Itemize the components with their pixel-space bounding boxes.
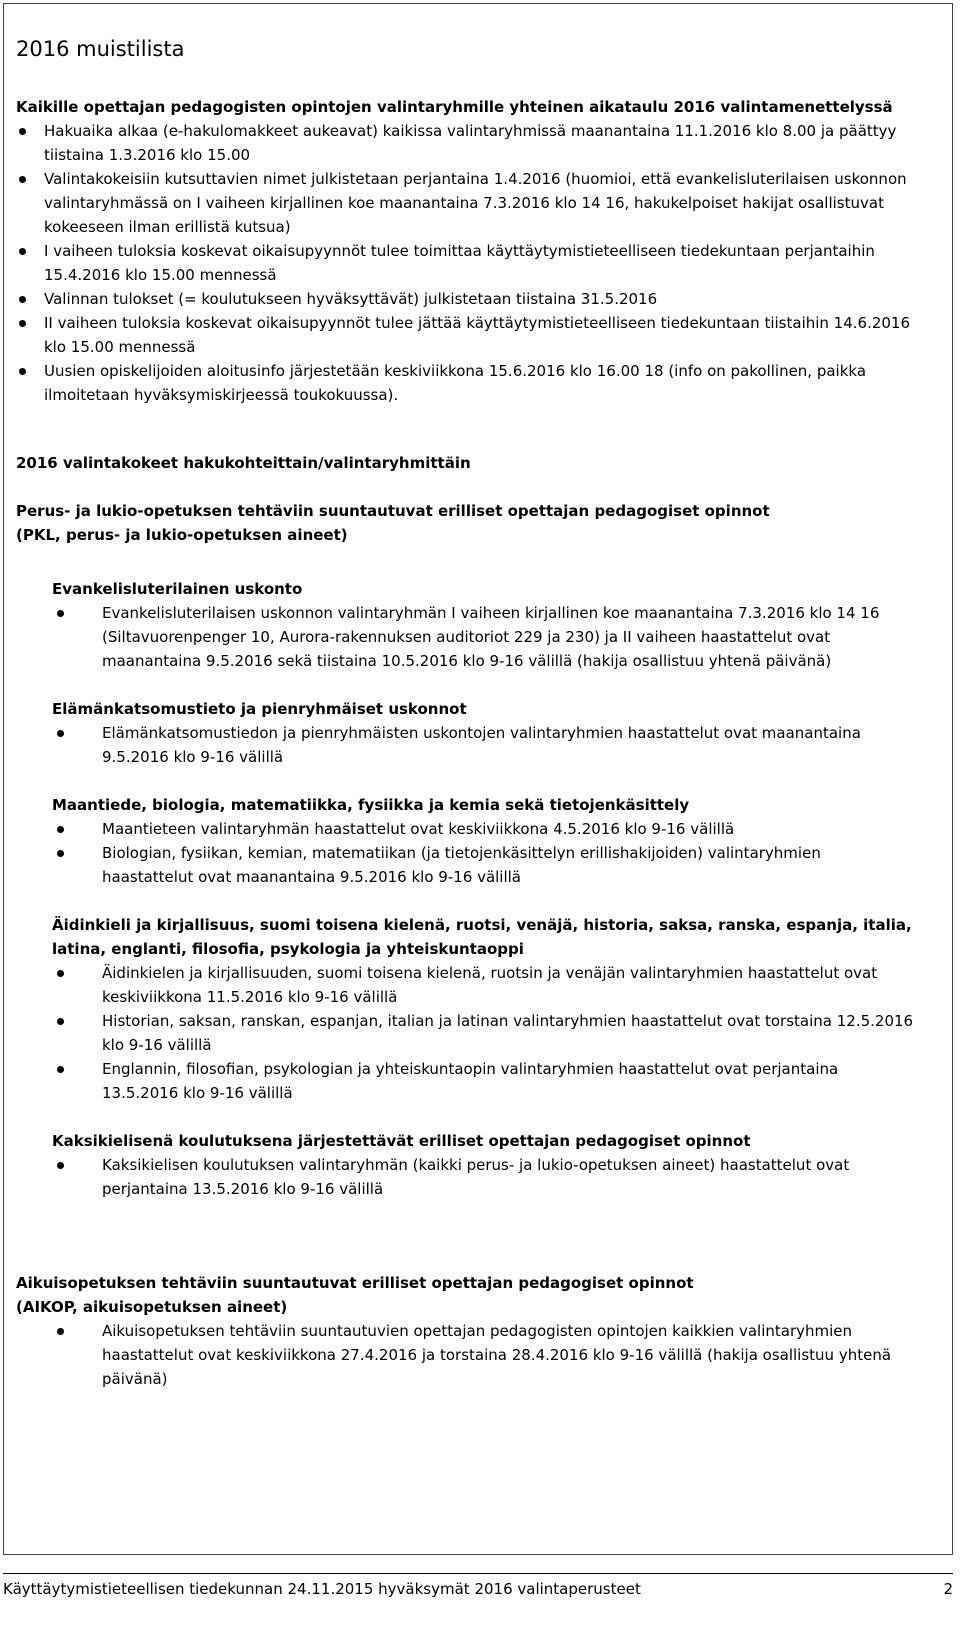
section-heading: Elämänkatsomustieto ja pienryhmäiset uskonnot xyxy=(52,700,467,718)
pkl-heading: Perus- ja lukio-opetuksen tehtäviin suuntautuvat erilliset opettajan pedagogiset opinnot xyxy=(16,502,770,520)
section-kaksikielinen xyxy=(16,1129,916,1201)
timeline-heading: Kaikille opettajan pedagogisten opintojen valintaryhmille yhteinen aikataulu 2016 valintamenettelyssä xyxy=(16,98,893,116)
section-heading: Äidinkieli ja kirjallisuus, suomi toisena kielenä, ruotsi, venäjä, historia, saksa, ranska, espanja, italia, latina, englanti, filosofia, psykologia ja yhteiskuntaoppi xyxy=(52,916,912,958)
pkl-subheading: (PKL, perus- ja lukio-opetuksen aineet) xyxy=(16,526,348,544)
bullet-icon xyxy=(19,128,26,135)
list-item: Biologian, fysiikan, kemian, matematiikan (ja tietojenkäsittelyn erillishakijoiden) valintaryhmien haastattelut ovat maanantaina 9.5.2016 klo 9-16 välillä xyxy=(52,841,916,889)
section-heading: Kaksikielisenä koulutuksena järjestettävät erilliset opettajan pedagogiset opinnot xyxy=(52,1132,751,1150)
list-item: Englannin, filosofian, psykologian ja yhteiskuntaopin valintaryhmien haastattelut ovat perjantaina 13.5.2016 klo 9-16 välillä xyxy=(52,1057,916,1105)
list-item: Valintakokeisiin kutsuttavien nimet julkistetaan perjantaina 1.4.2016 (huomioi, että evankelisluterilaisen uskonnon valintaryhmässä on I vaiheen kirjallinen koe maanantaina 7.3.2016 klo 14 16, hakukelpoiset hakijat osallistuvat kokeeseen ilman erillistä kutsua) xyxy=(16,167,916,239)
bullet-icon xyxy=(57,610,64,617)
bullet-icon xyxy=(57,730,64,737)
bullet-icon xyxy=(19,248,26,255)
exams-heading: 2016 valintakokeet hakukohteittain/valintaryhmittäin xyxy=(16,454,471,472)
section-maantiede xyxy=(16,793,916,889)
section-aidinkieli xyxy=(16,913,916,1105)
section-elamankatsomustieto xyxy=(16,697,916,769)
footer-text: Käyttäytymistieteellisen tiedekunnan 24.11.2015 hyväksymät 2016 valintaperusteet xyxy=(3,1580,641,1598)
page-content xyxy=(16,34,916,1391)
list-item: Valinnan tulokset (= koulutukseen hyväksyttävät) julkistetaan tiistaina 31.5.2016 xyxy=(16,287,916,311)
bullet-icon xyxy=(57,1018,64,1025)
list-item: Uusien opiskelijoiden aloitusinfo järjestetään keskiviikkona 15.6.2016 klo 16.00 18 (info on pakollinen, paikka ilmoitetaan hyväksymiskirjeessä toukokuussa). xyxy=(16,359,916,407)
list-item: I vaiheen tuloksia koskevat oikaisupyynnöt tulee toimittaa käyttäytymistieteelliseen tiedekuntaan perjantaihin 15.4.2016 klo 15.00 mennessä xyxy=(16,239,916,287)
bullet-icon xyxy=(57,850,64,857)
list-item: Aikuisopetuksen tehtäviin suuntautuvien opettajan pedagogisten opintojen kaikkien valintaryhmien haastattelut ovat keskiviikkona 27.4.2016 ja torstaina 28.4.2016 klo 9-16 välillä (hakija osallistuu yhtenä päivänä) xyxy=(52,1319,916,1391)
bullet-icon xyxy=(57,1066,64,1073)
list-item: Kaksikielisen koulutuksen valintaryhmän (kaikki perus- ja lukio-opetuksen aineet) haastattelut ovat perjantaina 13.5.2016 klo 9-16 välillä xyxy=(52,1153,916,1201)
bullet-icon xyxy=(19,320,26,327)
list-item: Historian, saksan, ranskan, espanjan, italian ja latinan valintaryhmien haastattelut ovat torstaina 12.5.2016 klo 9-16 välillä xyxy=(52,1009,916,1057)
list-item: Äidinkielen ja kirjallisuuden, suomi toisena kielenä, ruotsin ja venäjän valintaryhmien haastattelut ovat keskiviikkona 11.5.2016 klo 9-16 välillä xyxy=(52,961,916,1009)
bullet-icon xyxy=(19,368,26,375)
bullet-icon xyxy=(19,176,26,183)
aikop-heading: Aikuisopetuksen tehtäviin suuntautuvat erilliset opettajan pedagogiset opinnot xyxy=(16,1274,694,1292)
bullet-icon xyxy=(57,826,64,833)
bullet-icon xyxy=(57,970,64,977)
page-number: 2 xyxy=(943,1580,953,1598)
list-item: Maantieteen valintaryhmän haastattelut ovat keskiviikkona 4.5.2016 klo 9-16 välillä xyxy=(52,817,916,841)
list-item: Elämänkatsomustiedon ja pienryhmäisten uskontojen valintaryhmien haastattelut ovat maanantaina 9.5.2016 klo 9-16 välillä xyxy=(52,721,916,769)
section-evankelisluterilainen xyxy=(16,577,916,673)
section-aikop xyxy=(16,1271,916,1391)
list-item: Evankelisluterilaisen uskonnon valintaryhmän I vaiheen kirjallinen koe maanantaina 7.3.2016 klo 14 16 (Siltavuorenpenger 10, Aurora-rakennuksen auditoriot 229 ja 230) ja II vaiheen haastattelut ovat maanantaina 9.5.2016 sekä tiistaina 10.5.2016 klo 9-16 välillä (hakija osallistuu yhtenä päivänä) xyxy=(52,601,916,673)
aikop-subheading: (AIKOP, aikuisopetuksen aineet) xyxy=(16,1298,288,1316)
page-title: 2016 muistilista xyxy=(16,37,185,61)
section-heading: Evankelisluterilainen uskonto xyxy=(52,580,303,598)
bullet-icon xyxy=(19,296,26,303)
timeline-list xyxy=(16,119,916,407)
list-item: II vaiheen tuloksia koskevat oikaisupyynnöt tulee jättää käyttäytymistieteelliseen tiedekuntaan tiistaihin 14.6.2016 klo 15.00 mennessä xyxy=(16,311,916,359)
section-heading: Maantiede, biologia, matematiikka, fysiikka ja kemia sekä tietojenkäsittely xyxy=(52,796,690,814)
list-item: Hakuaika alkaa (e-hakulomakkeet aukeavat) kaikissa valintaryhmissä maanantaina 11.1.2016 klo 8.00 ja päättyy tiistaina 1.3.2016 klo 15.00 xyxy=(16,119,916,167)
bullet-icon xyxy=(57,1162,64,1169)
page-frame xyxy=(3,3,953,1555)
bullet-icon xyxy=(57,1328,64,1335)
page-footer xyxy=(3,1573,953,1598)
